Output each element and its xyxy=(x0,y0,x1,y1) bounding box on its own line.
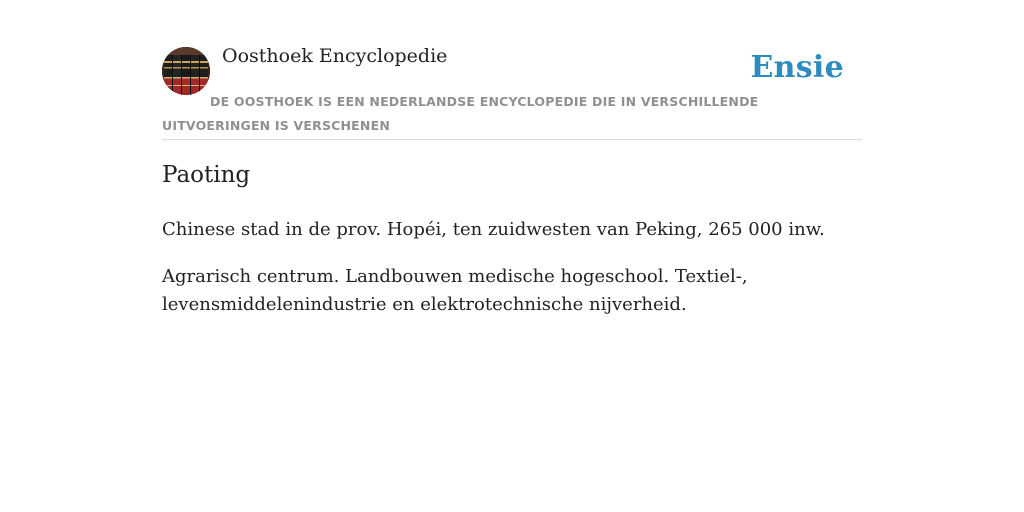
site-header xyxy=(162,0,862,140)
page-container xyxy=(162,0,862,315)
encyclopedia-books-icon[interactable] xyxy=(162,47,210,95)
article-title: Paoting xyxy=(162,162,251,188)
article-paragraph: Chinese stad in de prov. Hopéi, ten zuidwesten van Peking, 265 000 inw. xyxy=(162,219,825,240)
site-name-link[interactable]: Oosthoek Encyclopedie xyxy=(222,45,448,67)
article-paragraph: Agrarisch centrum. Landbouwen medische hogeschool. Textiel-, levensmiddelenindustrie en elektrotechnische nijverheid. xyxy=(162,266,748,315)
site-description: DE OOSTHOEK IS EEN NEDERLANDSE ENCYCLOPEDIE DIE IN VERSCHILLENDE UITVOERINGEN IS VERSCHENEN xyxy=(162,94,759,133)
ensie-logo-link[interactable]: Ensie xyxy=(750,50,844,85)
